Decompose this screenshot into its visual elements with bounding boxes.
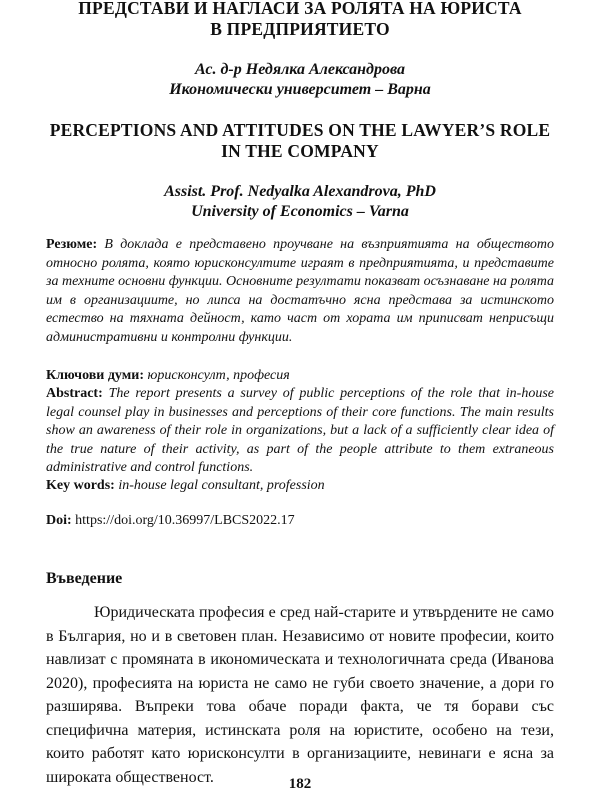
title-en-line1: PERCEPTIONS AND ATTITUDES ON THE LAWYER’S ROLE [49,120,551,140]
abstract-text: The report presents a survey of public perceptions of the role that in-house legal counsel play in businesses and perceptions of their core functions. The main results show an awareness of their role in organizations, but a lack of a sufficiently clear idea of the true nature of their activity, as part of the people attribute to them extraneous administrative and control functions. [46,386,554,476]
abstract-paragraph [46,385,554,478]
doi-paragraph [46,512,554,531]
keywords-bg-paragraph [46,367,554,386]
page-number: 182 [288,776,312,792]
title-bg-line2: В ПРЕДПРИЯТИЕТО [210,19,390,39]
title-en-line2: IN THE COMPANY [221,141,379,161]
title-bg-line1: ПРЕДСТАВИ И НАГЛАСИ ЗА РОЛЯТА НА ЮРИСТА [78,0,522,18]
author-en-affiliation: University of Economics – Varna [191,203,409,220]
doi-link[interactable]: https://doi.org/10.36997/LBCS2022.17 [75,513,295,528]
keywords-en-text: in-house legal consultant, profession [118,478,325,493]
resume-text: В доклада е представено проучване на възприятията на обществото относно ролята, която юрисконсултите играят в предприятията, и представите за техните основни функции. Основните резултати показват осъзнаване на ролята им в организациите, но липса на достатъчно ясна представа за истинското естество на тяхната дейност, като част от хората им приписват неприсъщи административни и контролни функции. [46,237,555,345]
section-heading-intro: Въведение [46,570,123,587]
author-bg-name: Ас. д-р Недялка Александрова [194,61,406,78]
keywords-en-label: Key words: [46,478,115,493]
keywords-bg-text: юрисконсулт, професия [147,368,290,383]
abstract-label: Abstract: [46,386,103,401]
resume-paragraph [46,236,554,348]
intro-paragraph: Юридическата професия е сред най-старите и утвърдените не само в България, но и в световен план. Независимо от новите професии, които навлизат с промяната в икономическата и технологичната среда (Иванова 2020), професията на юриста не само не губи своето значение, а дори го разширява. Въпреки това обаче поради факта, че тя борави със специфична материя, истинската роля на юристите, особено на тези, които работят като юрисконсулти в организациите, невинаги е ясна за широката общественост. [46,604,554,786]
resume-label: Резюме: [46,237,98,252]
author-en-name: Assist. Prof. Nedyalka Alexandrova, PhD [164,183,436,200]
keywords-en-paragraph [46,477,554,496]
doi-label: Doi: [46,513,72,528]
keywords-bg-label: Ключови думи: [46,368,145,383]
author-bg-affiliation: Икономически университет – Варна [169,81,431,98]
